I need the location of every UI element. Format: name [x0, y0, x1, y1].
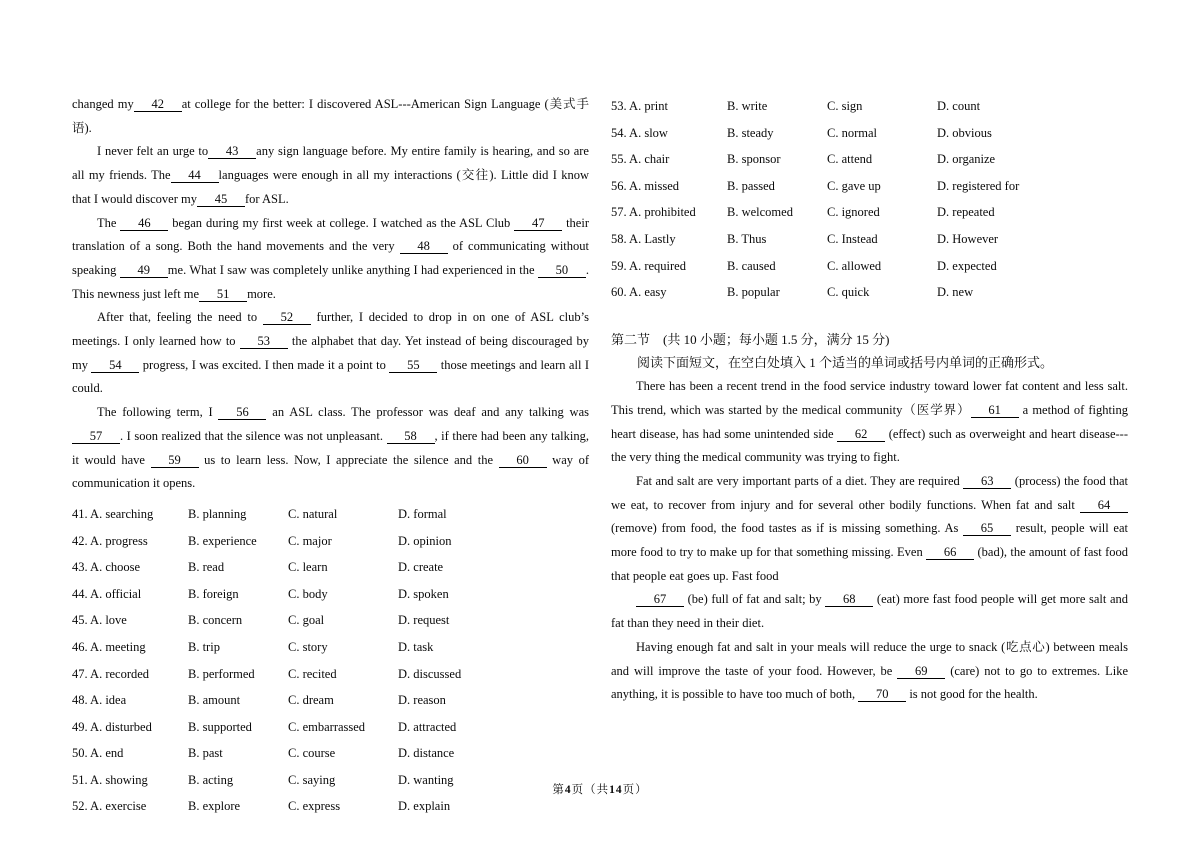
option-cell: B. acting: [188, 772, 234, 787]
option-row: [72, 661, 589, 688]
option-cell: C. attend: [827, 152, 873, 167]
option-cell: 47. A. recorded: [72, 666, 150, 681]
blank-51: 51: [199, 288, 247, 302]
option-cell: C. Instead: [827, 231, 878, 246]
passage-paragraph: There has been a recent trend in the food service industry toward lower fat content and less salt. This trend, which was started by the medical community（医学界） 61 a method of fighting heart disease, has had some unintended side 62 (effect) such as overweight and heart disease---the very thing the medical community was trying to fight.: [611, 379, 1128, 465]
blank-50: 50: [538, 264, 586, 278]
option-row: [611, 226, 1128, 253]
option-cell: D. discussed: [398, 666, 462, 681]
passage-paragraph: The following term, I 56 an ASL class. The professor was deaf and any talking was 57 . I soon realized that the silence was not unpleasant. 58 , if there had been any talking, it would have 59 us to learn less. Now, I appreciate the silence and the 60 way of communication it opens.: [72, 405, 589, 491]
option-cell: B. passed: [727, 178, 775, 193]
option-cell: D. spoken: [398, 586, 449, 601]
option-row: [72, 501, 589, 528]
option-cell: B. planning: [188, 506, 247, 521]
section-2-heading: 第二节 (共 10 小题；每小题 1.5 分，满分 15 分): [611, 331, 890, 347]
option-cell: D. create: [398, 560, 444, 575]
blank-58: 58: [387, 430, 435, 444]
footer-text: 页（共: [571, 784, 610, 796]
option-row: [611, 93, 1128, 120]
blank-60: 60: [499, 454, 547, 468]
blank-57: 57: [72, 430, 120, 444]
option-cell: B. steady: [727, 125, 774, 140]
passage-paragraph: Fat and salt are very important parts of a diet. They are required 63 (process) the food that we eat, to recover from injury and for several other bodily functions. When fat and salt 64 (remove) from food, the food tastes as if is missing something. As 65 result, people will eat more food to try to make up for that something missing. Even 66 (bad), the amount of fast food that people eat goes up. Fast food: [611, 473, 1128, 583]
option-cell: B. performed: [188, 666, 255, 681]
blank-56: 56: [218, 406, 266, 420]
option-cell: 43. A. choose: [72, 560, 141, 575]
blank-66: 66: [926, 546, 974, 560]
option-cell: 50. A. end: [72, 746, 124, 761]
footer-text: 第: [552, 784, 565, 796]
blank-47: 47: [514, 217, 562, 231]
option-cell: 57. A. prohibited: [611, 205, 696, 220]
option-row: [72, 634, 589, 661]
option-cell: C. saying: [288, 772, 336, 787]
passage-paragraph: 67 (be) full of fat and salt; by 68 (eat) more fast food people will get more salt and fat than they need in their diet.: [611, 592, 1128, 631]
blank-55: 55: [389, 359, 437, 373]
option-cell: D. reason: [398, 693, 446, 708]
section-2-instruction: 阅读下面短文，在空白处填入 1 个适当的单词或括号内单词的正确形式。: [637, 355, 1054, 371]
option-cell: 48. A. idea: [72, 693, 127, 708]
blank-62: 62: [837, 428, 885, 442]
blank-49: 49: [120, 264, 168, 278]
option-row: [72, 581, 589, 608]
option-cell: B. welcomed: [727, 205, 793, 220]
footer-page-number: 4: [564, 784, 572, 796]
page-footer: [0, 781, 1200, 797]
passage-paragraph: After that, feeling the need to 52 further, I decided to drop in on one of ASL club’s meetings. I only learned how to 53 the alphabet that day. Yet instead of being discouraged by my 54 progress, I was excited. I then made it a point to 55 those meetings and learn all I could.: [72, 310, 589, 396]
passage-paragraph: changed my 42 at college for the better: I discovered ASL---American Sign Language (美式手语).: [72, 97, 589, 135]
option-cell: D. However: [937, 231, 999, 246]
option-cell: D. explain: [398, 799, 451, 814]
blank-46: 46: [120, 217, 168, 231]
option-cell: B. supported: [188, 719, 252, 734]
option-cell: D. task: [398, 639, 434, 654]
option-cell: B. read: [188, 560, 225, 575]
option-cell: 56. A. missed: [611, 178, 680, 193]
option-cell: B. experience: [188, 533, 257, 548]
option-cell: 41. A. searching: [72, 506, 154, 521]
option-cell: C. course: [288, 746, 336, 761]
option-cell: D. wanting: [398, 772, 454, 787]
blank-43: 43: [208, 145, 256, 159]
option-cell: C. ignored: [827, 205, 880, 220]
option-cell: 42. A. progress: [72, 533, 148, 548]
footer-page-number: 14: [609, 784, 623, 796]
option-cell: 46. A. meeting: [72, 639, 146, 654]
option-cell: D. formal: [398, 506, 447, 521]
blank-70: 70: [858, 688, 906, 702]
blank-59: 59: [151, 454, 199, 468]
option-cell: C. quick: [827, 285, 870, 300]
option-row: [611, 146, 1128, 173]
passage-paragraph: The 46 began during my first week at college. I watched as the ASL Club 47 their translation of a song. Both the hand movements and the very 48 of communicating without speaking 49 me. What I saw was completely unlike anything I had experienced in the 50 . This newness just left me 51 more.: [72, 215, 589, 301]
right-column: [611, 93, 1128, 820]
option-cell: B. explore: [188, 799, 241, 814]
cloze-passage: [72, 93, 589, 496]
option-cell: B. past: [188, 746, 223, 761]
option-row: [72, 554, 589, 581]
option-cell: D. count: [937, 99, 981, 113]
blank-63: 63: [963, 475, 1011, 489]
option-cell: D. obvious: [937, 125, 992, 140]
option-row: [611, 199, 1128, 226]
option-cell: 58. A. Lastly: [611, 231, 676, 246]
blank-64: 64: [1080, 499, 1128, 513]
option-cell: D. attracted: [398, 719, 457, 734]
option-cell: 55. A. chair: [611, 152, 670, 167]
option-cell: 60. A. easy: [611, 285, 667, 300]
blank-53: 53: [240, 335, 288, 349]
option-row: [611, 279, 1128, 306]
option-cell: D. request: [398, 613, 450, 628]
option-cell: 54. A. slow: [611, 125, 668, 140]
option-cell: B. write: [727, 99, 768, 113]
option-cell: C. story: [288, 639, 328, 654]
passage-paragraph: I never felt an urge to 43 any sign language before. My entire family is hearing, and so are all my friends. The 44 languages were enough in all my interactions (交往). Little did I know that I would discover my 45 for ASL.: [72, 144, 589, 206]
footer-text: 页）: [622, 784, 648, 796]
blank-45: 45: [197, 193, 245, 207]
option-row: [72, 714, 589, 741]
blank-52: 52: [263, 311, 311, 325]
option-row: [611, 253, 1128, 280]
blank-48: 48: [400, 240, 448, 254]
option-cell: D. new: [937, 285, 974, 300]
option-cell: C. gave up: [827, 178, 881, 193]
option-cell: 53. A. print: [611, 99, 668, 113]
option-cell: D. organize: [937, 152, 996, 167]
option-cell: D. opinion: [398, 533, 452, 548]
option-row: [72, 687, 589, 714]
blank-61: 61: [971, 404, 1019, 418]
option-row: [611, 173, 1128, 200]
option-row: [72, 607, 589, 634]
option-cell: B. caused: [727, 258, 776, 273]
blank-68: 68: [825, 593, 873, 607]
option-cell: 49. A. disturbed: [72, 719, 152, 734]
option-cell: D. expected: [937, 258, 997, 273]
section-2: [611, 328, 1128, 707]
left-column: [72, 93, 589, 820]
option-cell: 51. A. showing: [72, 772, 148, 787]
blank-69: 69: [897, 665, 945, 679]
option-cell: B. popular: [727, 285, 780, 300]
option-cell: B. trip: [188, 639, 220, 654]
blank-44: 44: [171, 169, 219, 183]
option-cell: 44. A. official: [72, 586, 142, 601]
option-cell: 52. A. exercise: [72, 799, 147, 814]
fill-in-passage: [611, 375, 1128, 707]
option-cell: C. embarrassed: [288, 719, 366, 734]
option-cell: C. express: [288, 799, 341, 814]
option-cell: C. natural: [288, 506, 338, 521]
blank-42: 42: [134, 98, 182, 112]
option-cell: B. concern: [188, 613, 243, 628]
option-cell: D. registered for: [937, 178, 1020, 193]
options-41-52: [72, 501, 589, 820]
blank-67: 67: [636, 593, 684, 607]
option-row: [72, 740, 589, 767]
option-cell: B. amount: [188, 693, 241, 708]
option-cell: C. body: [288, 586, 328, 601]
option-cell: C. normal: [827, 125, 877, 140]
option-cell: B. Thus: [727, 231, 767, 246]
blank-54: 54: [91, 359, 139, 373]
option-row: [72, 528, 589, 555]
option-cell: D. distance: [398, 746, 455, 761]
option-cell: B. sponsor: [727, 152, 781, 167]
option-cell: C. sign: [827, 99, 863, 113]
option-cell: C. dream: [288, 693, 334, 708]
option-cell: D. repeated: [937, 205, 995, 220]
option-cell: C. allowed: [827, 258, 882, 273]
option-cell: C. learn: [288, 560, 328, 575]
option-cell: C. major: [288, 533, 332, 548]
options-53-60: [611, 93, 1128, 306]
passage-paragraph: Having enough fat and salt in your meals will reduce the urge to snack (吃点心) between meals and will improve the taste of your food. However, be 69 (care) not to go to extremes. Like anything, it is possible to have too much of both, 70 is not good for the health.: [611, 639, 1128, 702]
option-cell: B. foreign: [188, 586, 239, 601]
option-cell: 59. A. required: [611, 258, 686, 273]
option-cell: C. recited: [288, 666, 337, 681]
option-cell: C. goal: [288, 613, 325, 628]
option-row: [72, 793, 589, 820]
option-row: [611, 120, 1128, 147]
blank-65: 65: [963, 522, 1011, 536]
option-cell: 45. A. love: [72, 613, 127, 628]
